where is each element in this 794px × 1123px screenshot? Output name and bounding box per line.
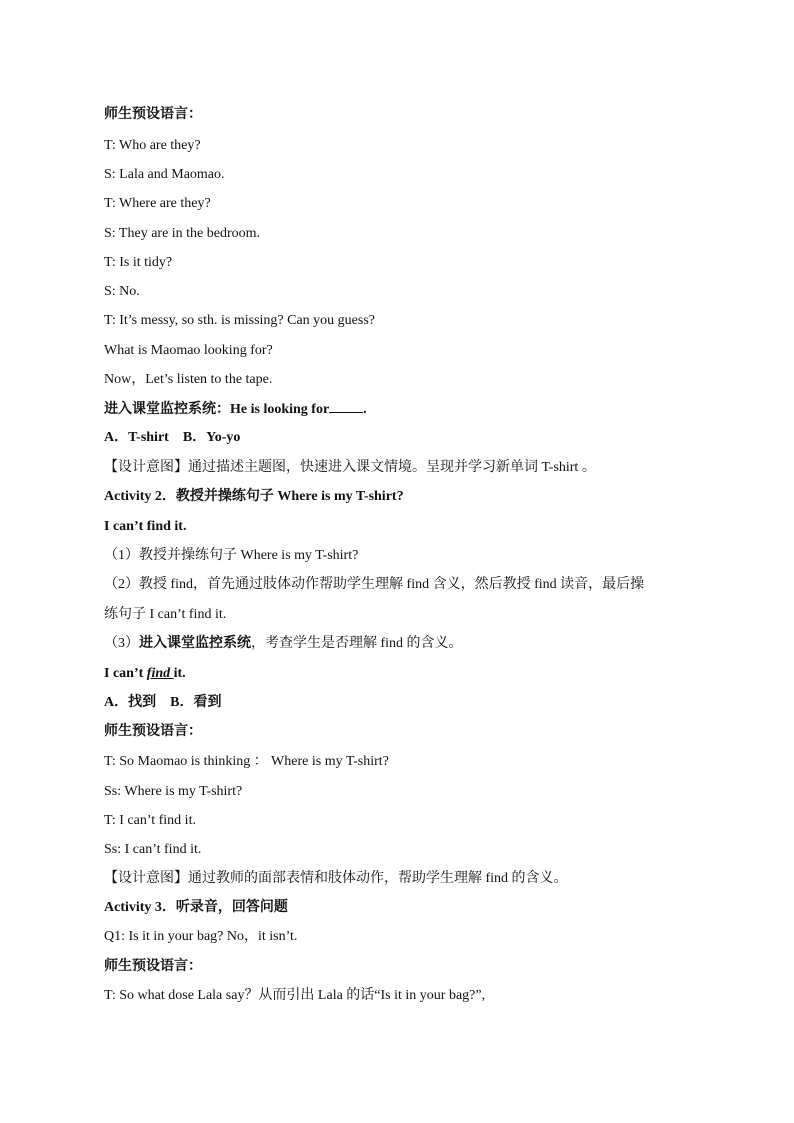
step-number: （3）	[104, 636, 139, 651]
activity-heading: Activity 3．听录音，回答问题	[104, 900, 288, 915]
step-item	[104, 635, 463, 653]
dialogue-line: T: I can’t find it.	[104, 813, 196, 828]
step-emphasis: 进入课堂监控系统	[139, 636, 251, 651]
quiz-prompt	[104, 400, 367, 419]
dialogue-line: T: It’s messy, so sth. is missing? Can you guess?	[104, 313, 376, 328]
activity-sentence: I can’t find it.	[104, 519, 187, 534]
option-a: A．T-shirt	[104, 430, 169, 445]
dialogue-line: S: Lala and Maomao.	[104, 167, 225, 182]
option-a: A．找到	[104, 695, 157, 710]
quiz-prompt-end: .	[363, 402, 367, 417]
dialogue-line: T: Who are they?	[104, 138, 201, 153]
dialogue-line: T: So what dose Lala say？从而引出 Lala 的话“Is it in your bag?”,	[104, 988, 486, 1003]
section-heading: 师生预设语言：	[104, 107, 202, 122]
option-b: B．Yo-yo	[182, 430, 241, 445]
section-heading: 师生预设语言：	[104, 959, 202, 974]
quiz-options	[104, 429, 240, 447]
dialogue-line: T: Where are they?	[104, 196, 211, 211]
option-b: B．看到	[170, 695, 222, 710]
step-item: （1）教授并操练句子 Where is my T-shirt?	[104, 548, 359, 563]
quiz-prompt-text: 进入课堂监控系统：He is looking for	[104, 402, 330, 417]
dialogue-line: S: They are in the bedroom.	[104, 226, 261, 241]
design-intent: 【设计意图】通过描述主题图，快速进入课文情境。呈现并学习新单词 T-shirt 。	[104, 460, 596, 475]
quiz-sentence-start: I can’t	[104, 666, 147, 681]
dialogue-line: T: So Maomao is thinking ： Where is my T-shirt?	[104, 754, 389, 769]
quiz-keyword: find	[146, 666, 174, 681]
step-item: （2）教授 find，首先通过肢体动作帮助学生理解 find 含义，然后教授 find 读音，最后操	[104, 577, 645, 592]
dialogue-line: What is Maomao looking for?	[104, 343, 273, 358]
section-heading: 师生预设语言：	[104, 724, 202, 739]
activity-heading: Activity 2．教授并操练句子 Where is my T-shirt?	[104, 489, 404, 504]
dialogue-line: Now，Let’s listen to the tape.	[104, 372, 273, 387]
answer-blank	[329, 400, 363, 413]
dialogue-line: T: Is it tidy?	[104, 255, 173, 270]
design-intent: 【设计意图】通过教师的面部表情和肢体动作，帮助学生理解 find 的含义。	[104, 871, 568, 886]
quiz-sentence-end: it.	[173, 666, 186, 681]
step-text: ，考查学生是否理解 find 的含义。	[251, 636, 463, 651]
step-item-continued: 练句子 I can’t find it.	[104, 607, 227, 622]
dialogue-line: S: No.	[104, 284, 140, 299]
dialogue-line: Ss: Where is my T-shirt?	[104, 784, 243, 799]
quiz-sentence	[104, 665, 186, 683]
quiz-options	[104, 694, 221, 712]
dialogue-line: Ss: I can’t find it.	[104, 842, 202, 857]
question-line: Q1: Is it in your bag? No，it isn’t.	[104, 929, 298, 944]
